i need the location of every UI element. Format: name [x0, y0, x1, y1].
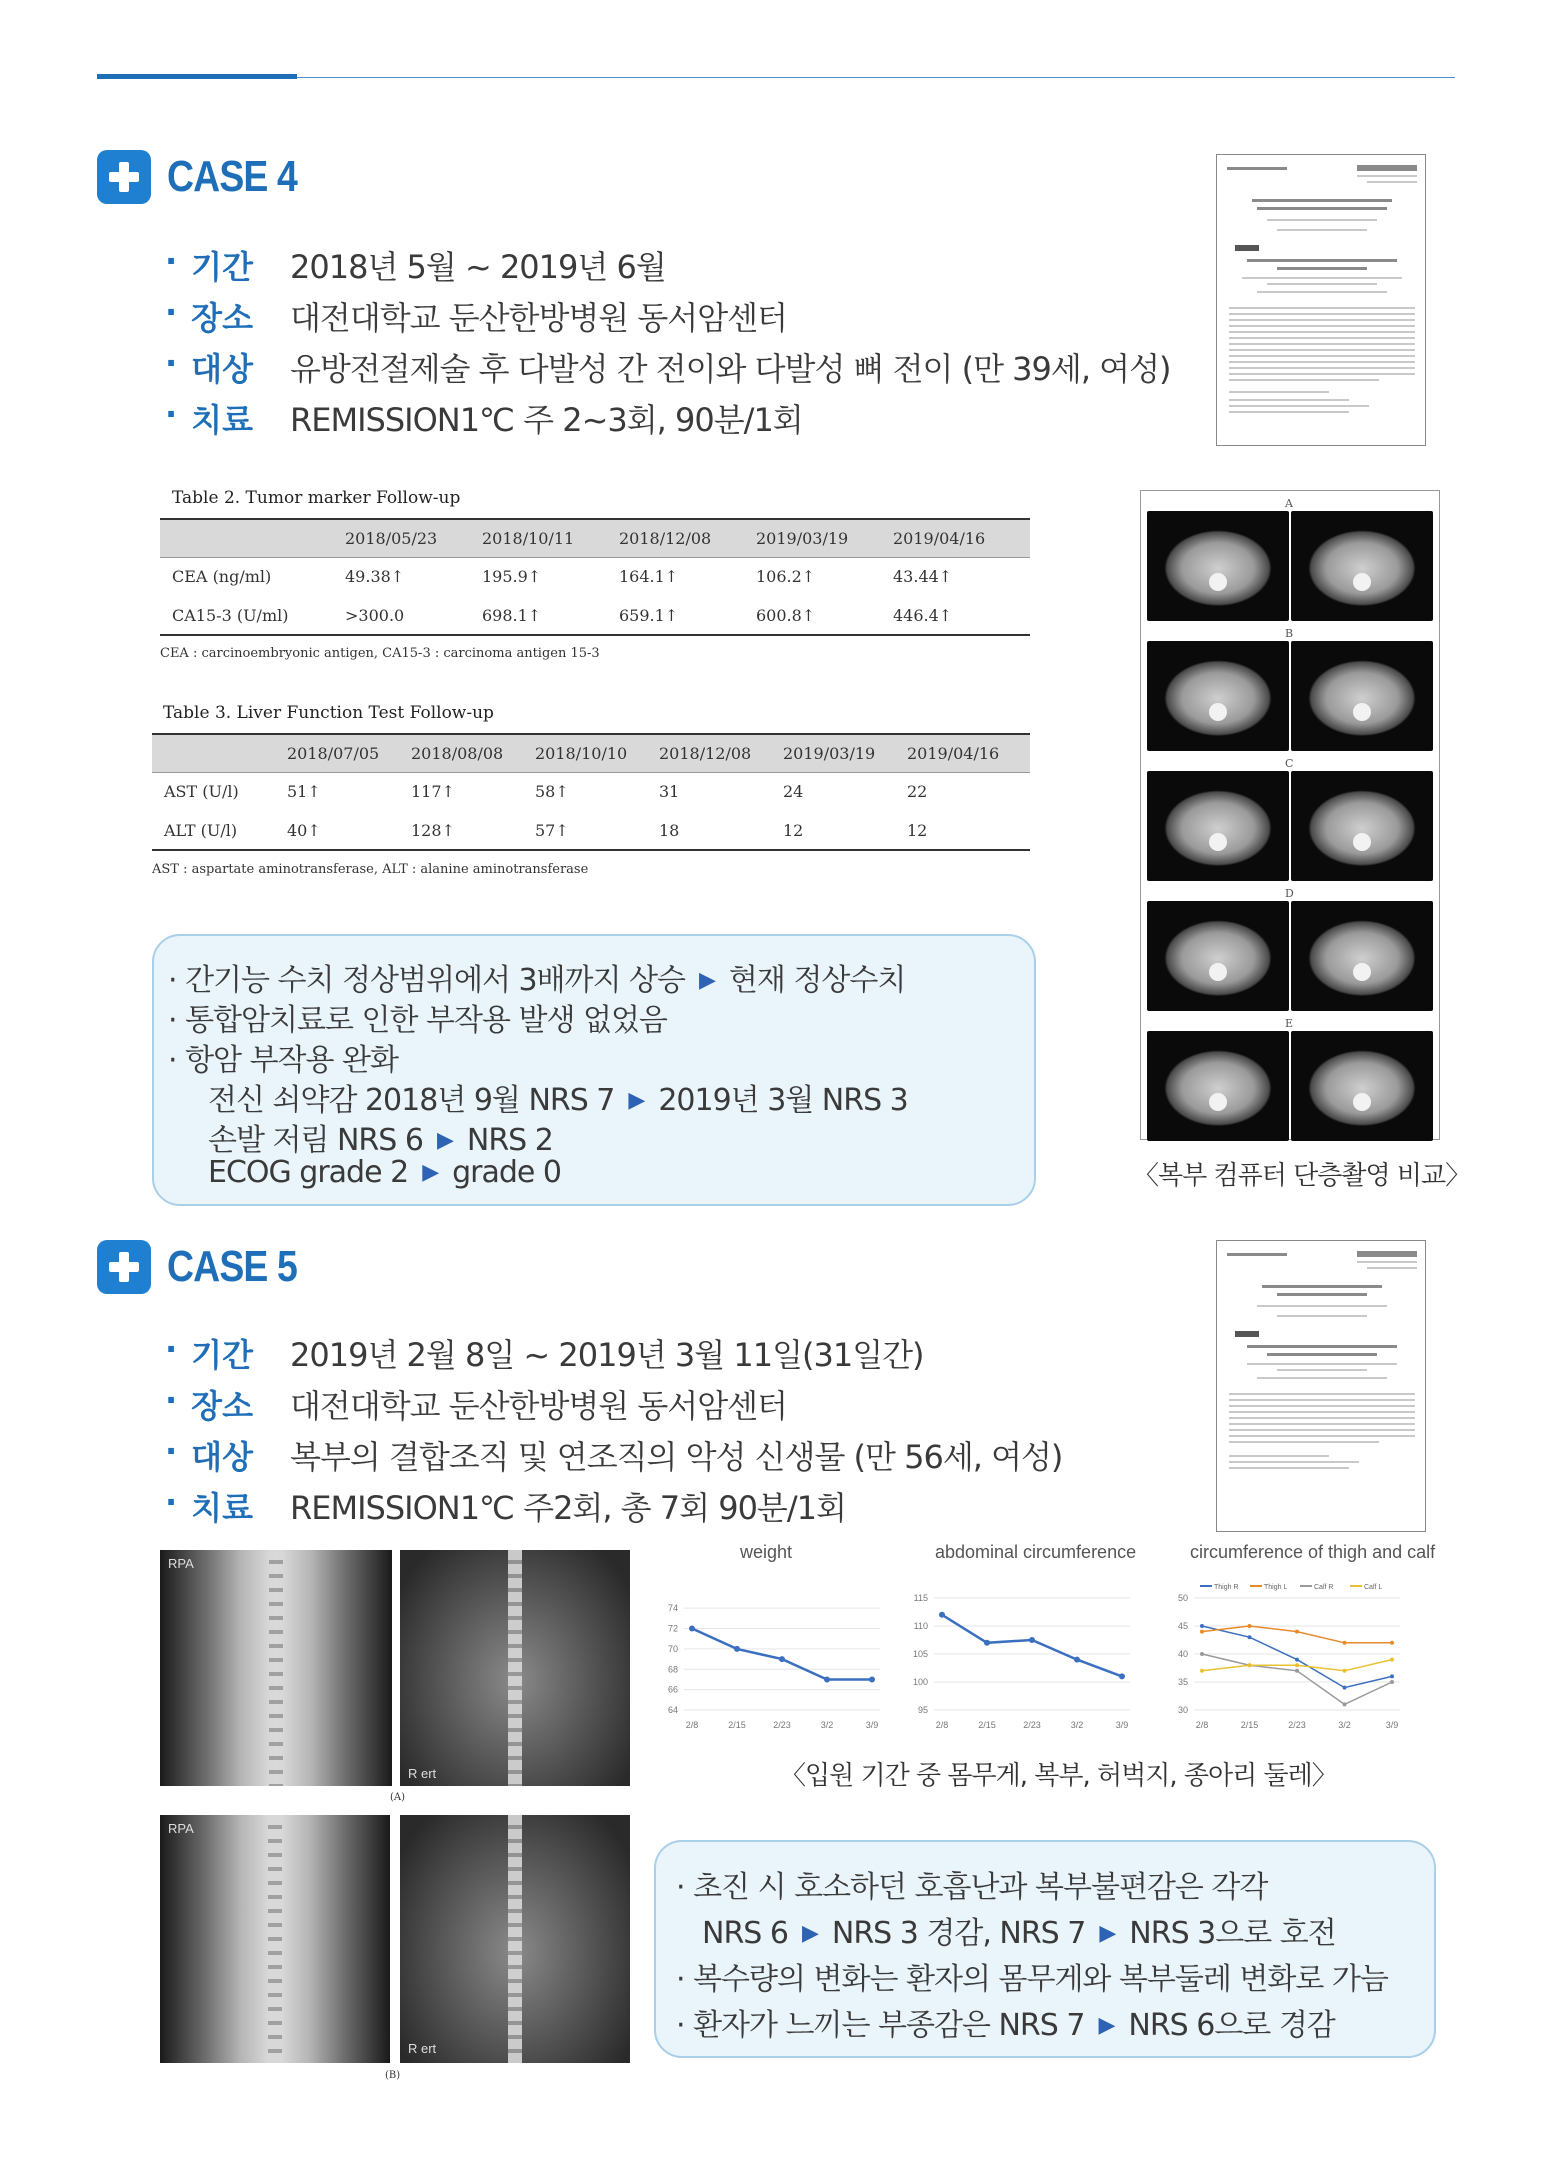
table-cell: 57↑ — [535, 811, 659, 850]
data-point — [1074, 1657, 1080, 1663]
case4-title: CASE 4 — [167, 152, 298, 201]
data-point — [1390, 1641, 1394, 1645]
table-cell: 117↑ — [411, 782, 455, 802]
case5-info-value: 대전대학교 둔산한방병원 동서암센터 — [290, 1387, 787, 1425]
x-tick-label: 2/23 — [1288, 1720, 1306, 1730]
y-tick-label: 100 — [912, 1677, 928, 1687]
x-tick-label: 2/15 — [1240, 1720, 1259, 1730]
charts-caption: 〈입원 기간 중 몸무게, 복부, 허벅지, 종아리 둘레〉 — [780, 1761, 1337, 1791]
ct-scan-image — [1291, 511, 1433, 621]
case5-info-row: · 기간 2019년 2월 8일 ~ 2019년 3월 11일(31일간) — [165, 1330, 924, 1374]
data-point — [1390, 1658, 1394, 1662]
arrow-right-icon: ▶ — [1099, 1921, 1116, 1946]
ct-scan-image — [1291, 1031, 1433, 1141]
table-header-cell — [152, 734, 287, 772]
table-cell: 659.1↑ — [619, 596, 756, 635]
case5-summary-line-4: · 환자가 느끼는 부종감은 NRS 7 ▶ NRS 6으로 경감 — [676, 2008, 1335, 2043]
y-tick-label: 72 — [667, 1623, 678, 1634]
case5-header — [97, 1240, 320, 1294]
y-tick-label: 68 — [667, 1664, 678, 1675]
case5-info-row: · 치료 REMISSION1℃ 주2회, 총 7회 90분/1회 — [165, 1483, 846, 1527]
y-tick-label: 30 — [1177, 1705, 1188, 1715]
chart-title: abdominal circumference — [935, 1542, 1137, 1562]
x-tick-label: 2/15 — [728, 1720, 746, 1730]
ct-scan-image — [1147, 1031, 1289, 1141]
x-tick-label: 2/8 — [685, 1720, 699, 1730]
table-row — [160, 596, 1030, 635]
series-line — [1202, 1626, 1392, 1688]
table-cell: AST (U/l) — [164, 782, 239, 802]
case4-info-value: 유방전절제술 후 다발성 간 전이와 다발성 뼈 전이 (만 39세, 여성) — [290, 350, 1171, 388]
data-point — [1343, 1669, 1347, 1673]
line-chart — [1160, 1580, 1410, 1740]
table-header-cell: 2018/10/11 — [482, 519, 619, 557]
case4-info-value: 대전대학교 둔산한방병원 동서암센터 — [290, 299, 787, 337]
case4-summary-line-5: 손발 저림 NRS 6 ▶ NRS 2 — [208, 1123, 553, 1158]
case4-summary-line-3: · 항암 부작용 완화 — [168, 1043, 399, 1078]
chest-xray-a: RPA — [160, 1550, 392, 1786]
table-cell: 51↑ — [287, 782, 321, 802]
series-line — [692, 1629, 872, 1680]
table-cell: 18 — [659, 811, 783, 850]
table-cell: ALT (U/l) — [152, 811, 287, 850]
chart-title: weight — [740, 1542, 793, 1562]
y-tick-label: 115 — [913, 1593, 928, 1603]
x-tick-label: 2/23 — [1023, 1720, 1041, 1730]
top-accent-bar — [97, 74, 297, 79]
line-chart — [650, 1580, 890, 1740]
data-point — [1343, 1641, 1347, 1645]
ct-row-letter: A — [1285, 497, 1293, 510]
series-line — [1202, 1626, 1392, 1643]
series-line — [942, 1615, 1122, 1677]
x-tick-label: 2/8 — [1195, 1720, 1209, 1730]
data-point — [1295, 1663, 1299, 1667]
case5-info-value: REMISSION1℃ 주2회, 총 7회 90분/1회 — [290, 1489, 846, 1527]
table3-title: Table 3. Liver Function Test Follow-up — [163, 703, 494, 723]
data-point — [1343, 1686, 1347, 1690]
arrow-right-icon: ▶ — [436, 1128, 453, 1153]
data-point — [1390, 1674, 1394, 1678]
data-point — [1390, 1680, 1394, 1684]
case4-info-row: · 대상 유방전절제술 후 다발성 간 전이와 다발성 뼈 전이 (만 39세, 여성) — [165, 344, 1171, 388]
data-point — [1295, 1669, 1299, 1673]
y-tick-label: 35 — [1177, 1677, 1188, 1687]
case4-info-label: 기간 — [191, 248, 253, 286]
case4-summary-line-6: ECOG grade 2 ▶ grade 0 — [208, 1155, 561, 1190]
case4-header — [97, 150, 320, 204]
case4-info-row: · 치료 REMISSION1℃ 주 2~3회, 90분/1회 — [165, 395, 803, 439]
case5-title: CASE 5 — [167, 1242, 298, 1291]
table-cell: CEA (ng/ml) — [172, 567, 272, 587]
abdominal-xray-b: R ert — [400, 1815, 630, 2063]
case4-info-value: 2018년 5월 ~ 2019년 6월 — [290, 248, 666, 286]
case5-info-label: 대상 — [191, 1438, 253, 1476]
ct-caption: 〈복부 컴퓨터 단층촬영 비교〉 — [1133, 1161, 1471, 1191]
ct-row-letter: B — [1285, 627, 1294, 640]
data-point — [1200, 1669, 1204, 1673]
data-point — [1119, 1673, 1125, 1679]
table2-note: CEA : carcinoembryonic antigen, CA15-3 : carcinoma antigen 15-3 — [160, 646, 600, 661]
line-chart — [900, 1580, 1140, 1740]
table-cell: 12 — [907, 811, 1030, 850]
top-divider-line — [297, 77, 1455, 78]
data-point — [1200, 1624, 1204, 1628]
arrow-right-icon: ▶ — [801, 1921, 818, 1946]
table-cell: 31 — [659, 782, 680, 802]
table-header-cell: 2018/05/23 — [345, 519, 482, 557]
x-tick-label: 3/9 — [865, 1720, 879, 1730]
case4-summary-line-2: · 통합암치료로 인한 부작용 발생 없었음 — [168, 1003, 667, 1038]
arrow-right-icon: ▶ — [699, 968, 715, 993]
case4-info-label: 대상 — [191, 350, 253, 388]
medical-cross-icon — [97, 150, 151, 204]
case4-paper-thumbnail — [1216, 154, 1426, 446]
table-header-cell: 2019/03/19 — [756, 519, 893, 557]
case4-info-row: · 기간 2018년 5월 ~ 2019년 6월 — [165, 242, 666, 286]
case4-info-row: · 장소 대전대학교 둔산한방병원 동서암센터 — [165, 293, 787, 337]
x-tick-label: 3/9 — [1115, 1720, 1129, 1730]
table-row — [160, 557, 1030, 596]
tumor-marker-table — [160, 518, 1030, 636]
data-point — [1295, 1658, 1299, 1662]
ct-scan-image — [1291, 771, 1433, 881]
figure-label-b: (B) — [385, 2070, 401, 2081]
table-cell: 698.1↑ — [482, 596, 619, 635]
figure-label-a: (A) — [390, 1792, 406, 1803]
case5-summary-line-2: NRS 6 ▶ NRS 3 경감, NRS 7 ▶ NRS 3으로 호전 — [702, 1916, 1336, 1951]
table-cell: >300.0 — [345, 596, 482, 635]
table-cell: 49.38↑ — [345, 567, 405, 587]
table-cell: 600.8↑ — [756, 596, 893, 635]
table-header-cell: 2019/03/19 — [783, 734, 907, 772]
ct-scan-image — [1291, 901, 1433, 1011]
ct-scan-image — [1147, 511, 1289, 621]
case5-info-value: 2019년 2월 8일 ~ 2019년 3월 11일(31일간) — [290, 1336, 924, 1374]
table-cell: 106.2↑ — [756, 567, 816, 587]
x-tick-label: 2/15 — [978, 1720, 996, 1730]
y-tick-label: 64 — [667, 1705, 678, 1715]
table-cell: 43.44↑ — [893, 567, 953, 587]
data-point — [1295, 1630, 1299, 1634]
case4-info-label: 치료 — [191, 401, 253, 439]
data-point — [734, 1646, 740, 1652]
table-cell: 12 — [783, 811, 907, 850]
legend-label: Calf L — [1364, 1584, 1383, 1591]
table-header-cell: 2018/12/08 — [659, 734, 783, 772]
case4-summary-line-4: 전신 쇠약감 2018년 9월 NRS 7 ▶ 2019년 3월 NRS 3 — [208, 1083, 908, 1118]
data-point — [1248, 1663, 1252, 1667]
y-tick-label: 95 — [917, 1705, 928, 1715]
arrow-right-icon: ▶ — [628, 1088, 645, 1113]
data-point — [1248, 1635, 1252, 1639]
x-tick-label: 2/23 — [773, 1720, 791, 1730]
liver-function-table — [152, 733, 1030, 851]
ct-scan-image — [1147, 771, 1289, 881]
y-tick-label: 110 — [913, 1621, 928, 1631]
ct-comparison-figure — [1140, 490, 1440, 1140]
table-cell: CA15-3 (U/ml) — [160, 596, 345, 635]
legend-label: Thigh R — [1214, 1584, 1239, 1591]
x-tick-label: 3/2 — [1070, 1720, 1084, 1730]
table-cell: 446.4↑ — [893, 596, 1030, 635]
table-header-cell: 2019/04/16 — [893, 519, 1030, 557]
x-tick-label: 3/2 — [820, 1720, 834, 1730]
data-point — [869, 1676, 875, 1682]
case5-summary-line-1: · 초진 시 호소하던 호흡난과 복부불편감은 각각 — [676, 1870, 1268, 1905]
table-cell: 22 — [907, 782, 928, 802]
data-point — [1029, 1637, 1035, 1643]
y-tick-label: 66 — [667, 1684, 678, 1695]
table-header-cell — [160, 519, 345, 557]
abdominal-xray-a: R ert — [400, 1550, 630, 1786]
table-cell: 164.1↑ — [619, 567, 679, 587]
case4-summary-line-1: · 간기능 수치 정상범위에서 3배까지 상승 ▶ 현재 정상수치 — [168, 963, 906, 998]
table-header-cell: 2018/07/05 — [287, 734, 411, 772]
ct-row-letter: E — [1285, 1017, 1294, 1030]
table-header-cell: 2018/08/08 — [411, 734, 535, 772]
x-tick-label: 3/2 — [1338, 1720, 1351, 1730]
table-header-cell: 2019/04/16 — [907, 734, 1030, 772]
data-point — [1343, 1702, 1347, 1706]
legend-label: Thigh L — [1264, 1584, 1288, 1591]
y-tick-label: 74 — [667, 1603, 678, 1614]
case5-info-label: 장소 — [191, 1387, 253, 1425]
x-tick-label: 3/9 — [1385, 1720, 1399, 1730]
chest-xray-b: RPA — [160, 1815, 390, 2063]
table-header-cell: 2018/12/08 — [619, 519, 756, 557]
table-header-cell: 2018/10/10 — [535, 734, 659, 772]
table3-note: AST : aspartate aminotransferase, ALT : alanine aminotransferase — [152, 862, 589, 877]
ct-scan-image — [1147, 641, 1289, 751]
case4-info-value: REMISSION1℃ 주 2~3회, 90분/1회 — [290, 401, 803, 439]
x-tick-label: 2/8 — [935, 1720, 949, 1730]
legend-label: Calf R — [1314, 1584, 1334, 1591]
data-point — [689, 1626, 695, 1632]
case5-summary-line-3: · 복수량의 변화는 환자의 몸무게와 복부둘레 변화로 가늠 — [676, 1962, 1388, 1997]
y-tick-label: 40 — [1177, 1649, 1188, 1659]
ct-row-letter: C — [1285, 757, 1294, 770]
case5-info-value: 복부의 결합조직 및 연조직의 악성 신생물 (만 56세, 여성) — [290, 1438, 1063, 1476]
data-point — [1200, 1652, 1204, 1656]
table-cell: 40↑ — [287, 811, 411, 850]
case4-info-label: 장소 — [191, 299, 253, 337]
table-cell: 195.9↑ — [482, 567, 542, 587]
data-point — [939, 1612, 945, 1618]
case5-info-row: · 장소 대전대학교 둔산한방병원 동서암센터 — [165, 1381, 787, 1425]
y-tick-label: 70 — [667, 1643, 678, 1654]
ct-row-letter: D — [1285, 887, 1294, 900]
data-point — [1200, 1630, 1204, 1634]
ct-scan-image — [1291, 641, 1433, 751]
chart-title: circumference of thigh and calf — [1190, 1542, 1436, 1562]
table-row — [152, 772, 1030, 811]
medical-cross-icon — [97, 1240, 151, 1294]
y-tick-label: 50 — [1177, 1593, 1188, 1603]
arrow-right-icon: ▶ — [422, 1160, 439, 1185]
data-point — [1248, 1624, 1252, 1628]
data-point — [824, 1676, 830, 1682]
table2-title: Table 2. Tumor marker Follow-up — [172, 488, 461, 508]
y-tick-label: 45 — [1177, 1621, 1188, 1631]
case5-info-label: 치료 — [191, 1489, 253, 1527]
arrow-right-icon: ▶ — [1098, 2013, 1115, 2038]
data-point — [779, 1656, 785, 1662]
table-cell: 24 — [783, 782, 804, 802]
table-cell: 58↑ — [535, 782, 569, 802]
data-point — [984, 1640, 990, 1646]
table-cell: 128↑ — [411, 811, 535, 850]
table-row — [152, 811, 1030, 850]
ct-scan-image — [1147, 901, 1289, 1011]
case5-paper-thumbnail — [1216, 1240, 1426, 1532]
case5-info-row: · 대상 복부의 결합조직 및 연조직의 악성 신생물 (만 56세, 여성) — [165, 1432, 1063, 1476]
y-tick-label: 105 — [912, 1649, 928, 1659]
case5-info-label: 기간 — [191, 1336, 253, 1374]
